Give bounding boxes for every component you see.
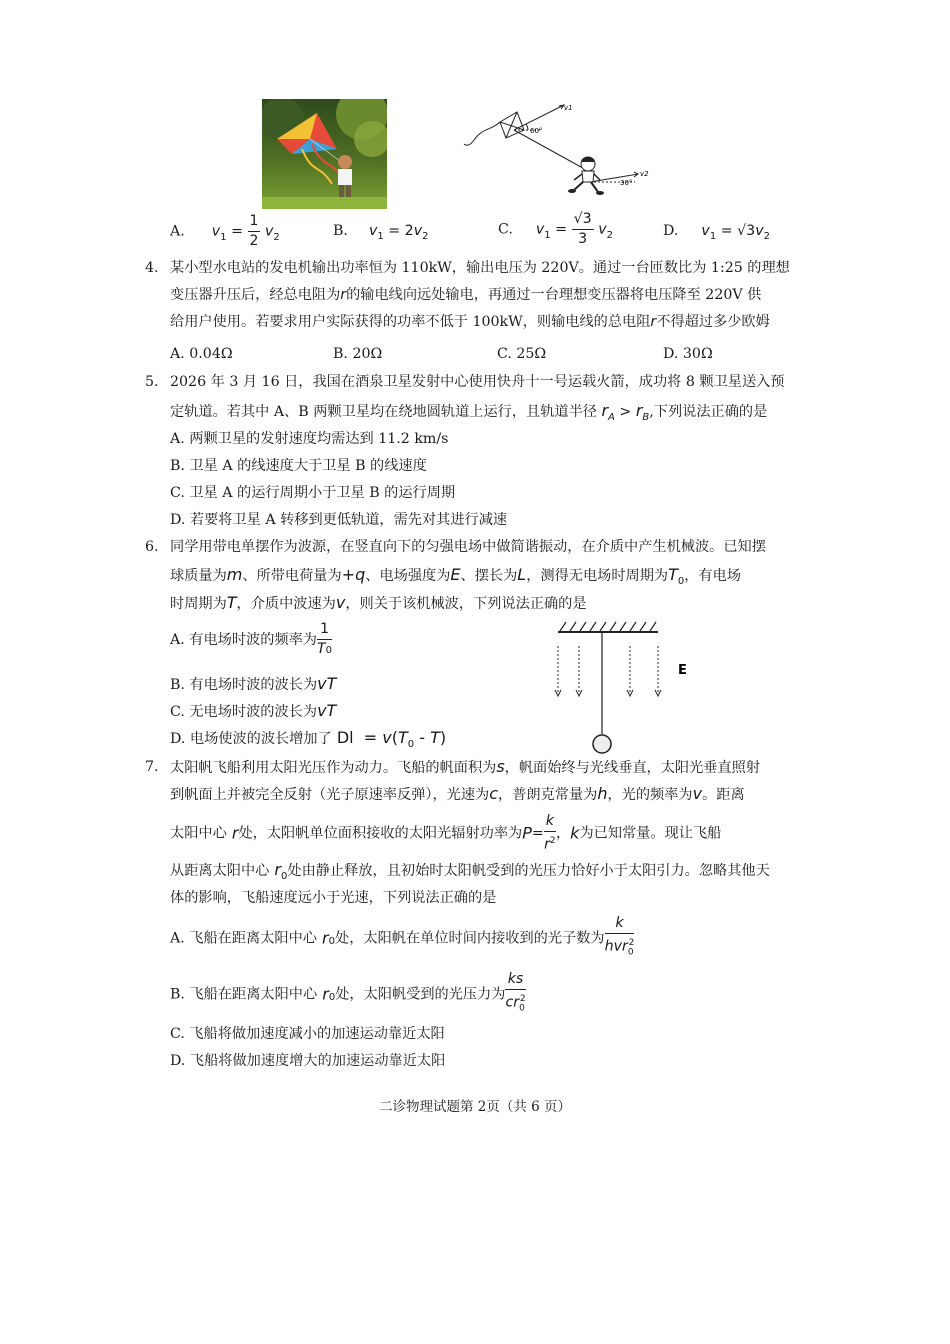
q3-option-d-letter: D. bbox=[663, 223, 679, 239]
q3-option-a: A. $v_1$ = $\frac{1}{2}$ $v_2$ bbox=[170, 213, 280, 249]
q6-line2: 球质量为m、所带电荷量为+q、电场强度为E、摆长为L，测得无电场时周期为$T_0$，有电场 bbox=[170, 565, 741, 587]
q5-option-b: B. 卫星 A 的线速度大于卫星 B 的线速度 bbox=[170, 458, 427, 474]
q4-line1: 某小型水电站的发电机输出功率恒为 110kW，输出电压为 220V。通过一台匝数比为 1:25 的理想 bbox=[170, 260, 790, 276]
q5-number: 5. bbox=[145, 374, 159, 390]
q6-option-c: C. 无电场时波的波长为vT bbox=[170, 701, 337, 720]
q5-line1: 2026 年 3 月 16 日，我国在酒泉卫星发射中心使用快舟十一号运载火箭，成功将 8 颗卫星送入预 bbox=[170, 374, 785, 390]
q7-option-b: B. 飞船在距离太阳中心 $r_0$处，太阳帆受到的光压力为 $\frac{ks}{cr_0^2}$ bbox=[170, 971, 526, 1014]
kite-photo bbox=[262, 99, 387, 209]
q7-line1: 太阳帆飞船利用太阳光压作为动力。飞船的帆面积为s，帆面始终与光线垂直，太阳光垂直照射 bbox=[170, 757, 761, 776]
q7-line4: 从距离太阳中心 $r_0$处由静止释放，且初始时太阳帆受到的光压力恰好小于太阳引力。忽略其他天 bbox=[170, 860, 770, 882]
q3-option-b: B. $v_1 = 2v_2$ bbox=[333, 223, 429, 242]
page-footer: 二诊物理试题第 2页（共 6 页） bbox=[378, 1099, 572, 1115]
q7-line2: 到帆面上并被完全反射（光子原速率反弹），光速为c，普朗克常量为h，光的频率为v。距离 bbox=[170, 784, 745, 803]
q4-line2: 变压器升压后，经总电阻为r的输电线向远处输电，再通过一台理想变压器将电压降至 220V 供 bbox=[170, 287, 762, 303]
q7-line3: 太阳中心 r处，太阳帆单位面积接收的太阳光辐射功率为P= $\frac{k}{r^2}$ ，k为已知常量。现让飞船 bbox=[170, 813, 722, 853]
q7-number: 7. bbox=[145, 759, 159, 775]
q6-line3: 时周期为T，介质中波速为v，则关于该机械波，下列说法正确的是 bbox=[170, 593, 587, 612]
pendulum-diagram bbox=[550, 614, 700, 759]
q4-option-b: B. 20Ω bbox=[333, 346, 383, 362]
q5-option-c: C. 卫星 A 的运行周期小于卫星 B 的运行周期 bbox=[170, 485, 456, 501]
q4-number: 4. bbox=[145, 260, 159, 276]
q3-option-c-letter: C. bbox=[498, 221, 513, 238]
v2-label: v2 bbox=[640, 170, 649, 178]
q3-option-d: D. $v_1 = √3v_2$ bbox=[663, 223, 770, 242]
q6-line1: 同学用带电单摆作为波源，在竖直向下的匀强电场中做简谐振动，在介质中产生机械波。已知摆 bbox=[170, 539, 766, 555]
angle-60-label: 60° bbox=[530, 127, 543, 135]
q3-option-a-letter: A. bbox=[170, 223, 185, 240]
q5-option-a: A. 两颗卫星的发射速度均需达到 11.2 km/s bbox=[170, 431, 449, 447]
q5-option-d: D. 若要将卫星 A 转移到更低轨道，需先对其进行减速 bbox=[170, 512, 508, 528]
q6-option-b: B. 有电场时波的波长为vT bbox=[170, 674, 337, 693]
kite-diagram bbox=[460, 100, 660, 200]
q7-option-c: C. 飞船将做加速度减小的加速运动靠近太阳 bbox=[170, 1026, 445, 1042]
q7-option-a: A. 飞船在距离太阳中心 $r_0$处，太阳帆在单位时间内接收到的光子数为 $\frac{k}{hvr_0^2}$ bbox=[170, 915, 635, 958]
angle-30-label: 30° bbox=[620, 179, 633, 187]
q3-option-b-letter: B. bbox=[333, 223, 348, 239]
q4-option-c: C. 25Ω bbox=[497, 346, 547, 362]
q6-option-d: D. 电场使波的波长增加了 $Dl = v(T_0 - T)$ bbox=[170, 728, 447, 750]
q5-line2: 定轨道。若其中 A、B 两颗卫星均在绕地圆轨道上运行，且轨道半径 $r_A > r_B$,下列说法正确的是 bbox=[170, 401, 768, 423]
q6-number: 6. bbox=[145, 539, 159, 555]
q4-line3: 给用户使用。若要求用户实际获得的功率不低于 100kW，则输电线的总电阻r不得超过多少欧姆 bbox=[170, 314, 770, 330]
q4-option-a: A. 0.04Ω bbox=[170, 346, 233, 362]
q4-option-d: D. 30Ω bbox=[663, 346, 713, 362]
q6-option-a: A. 有电场时波的频率为 $\frac{1}{T0}$ bbox=[170, 621, 333, 657]
field-e-label: E bbox=[678, 663, 687, 678]
q7-option-d: D. 飞船将做加速度增大的加速运动靠近太阳 bbox=[170, 1053, 446, 1069]
q3-option-c: C. $v_1$ = $\frac{√3}{3}$ $v_2$ bbox=[498, 211, 613, 247]
v1-label: v1 bbox=[564, 104, 573, 112]
q7-line5: 体的影响，飞船速度远小于光速，下列说法正确的是 bbox=[170, 890, 497, 906]
